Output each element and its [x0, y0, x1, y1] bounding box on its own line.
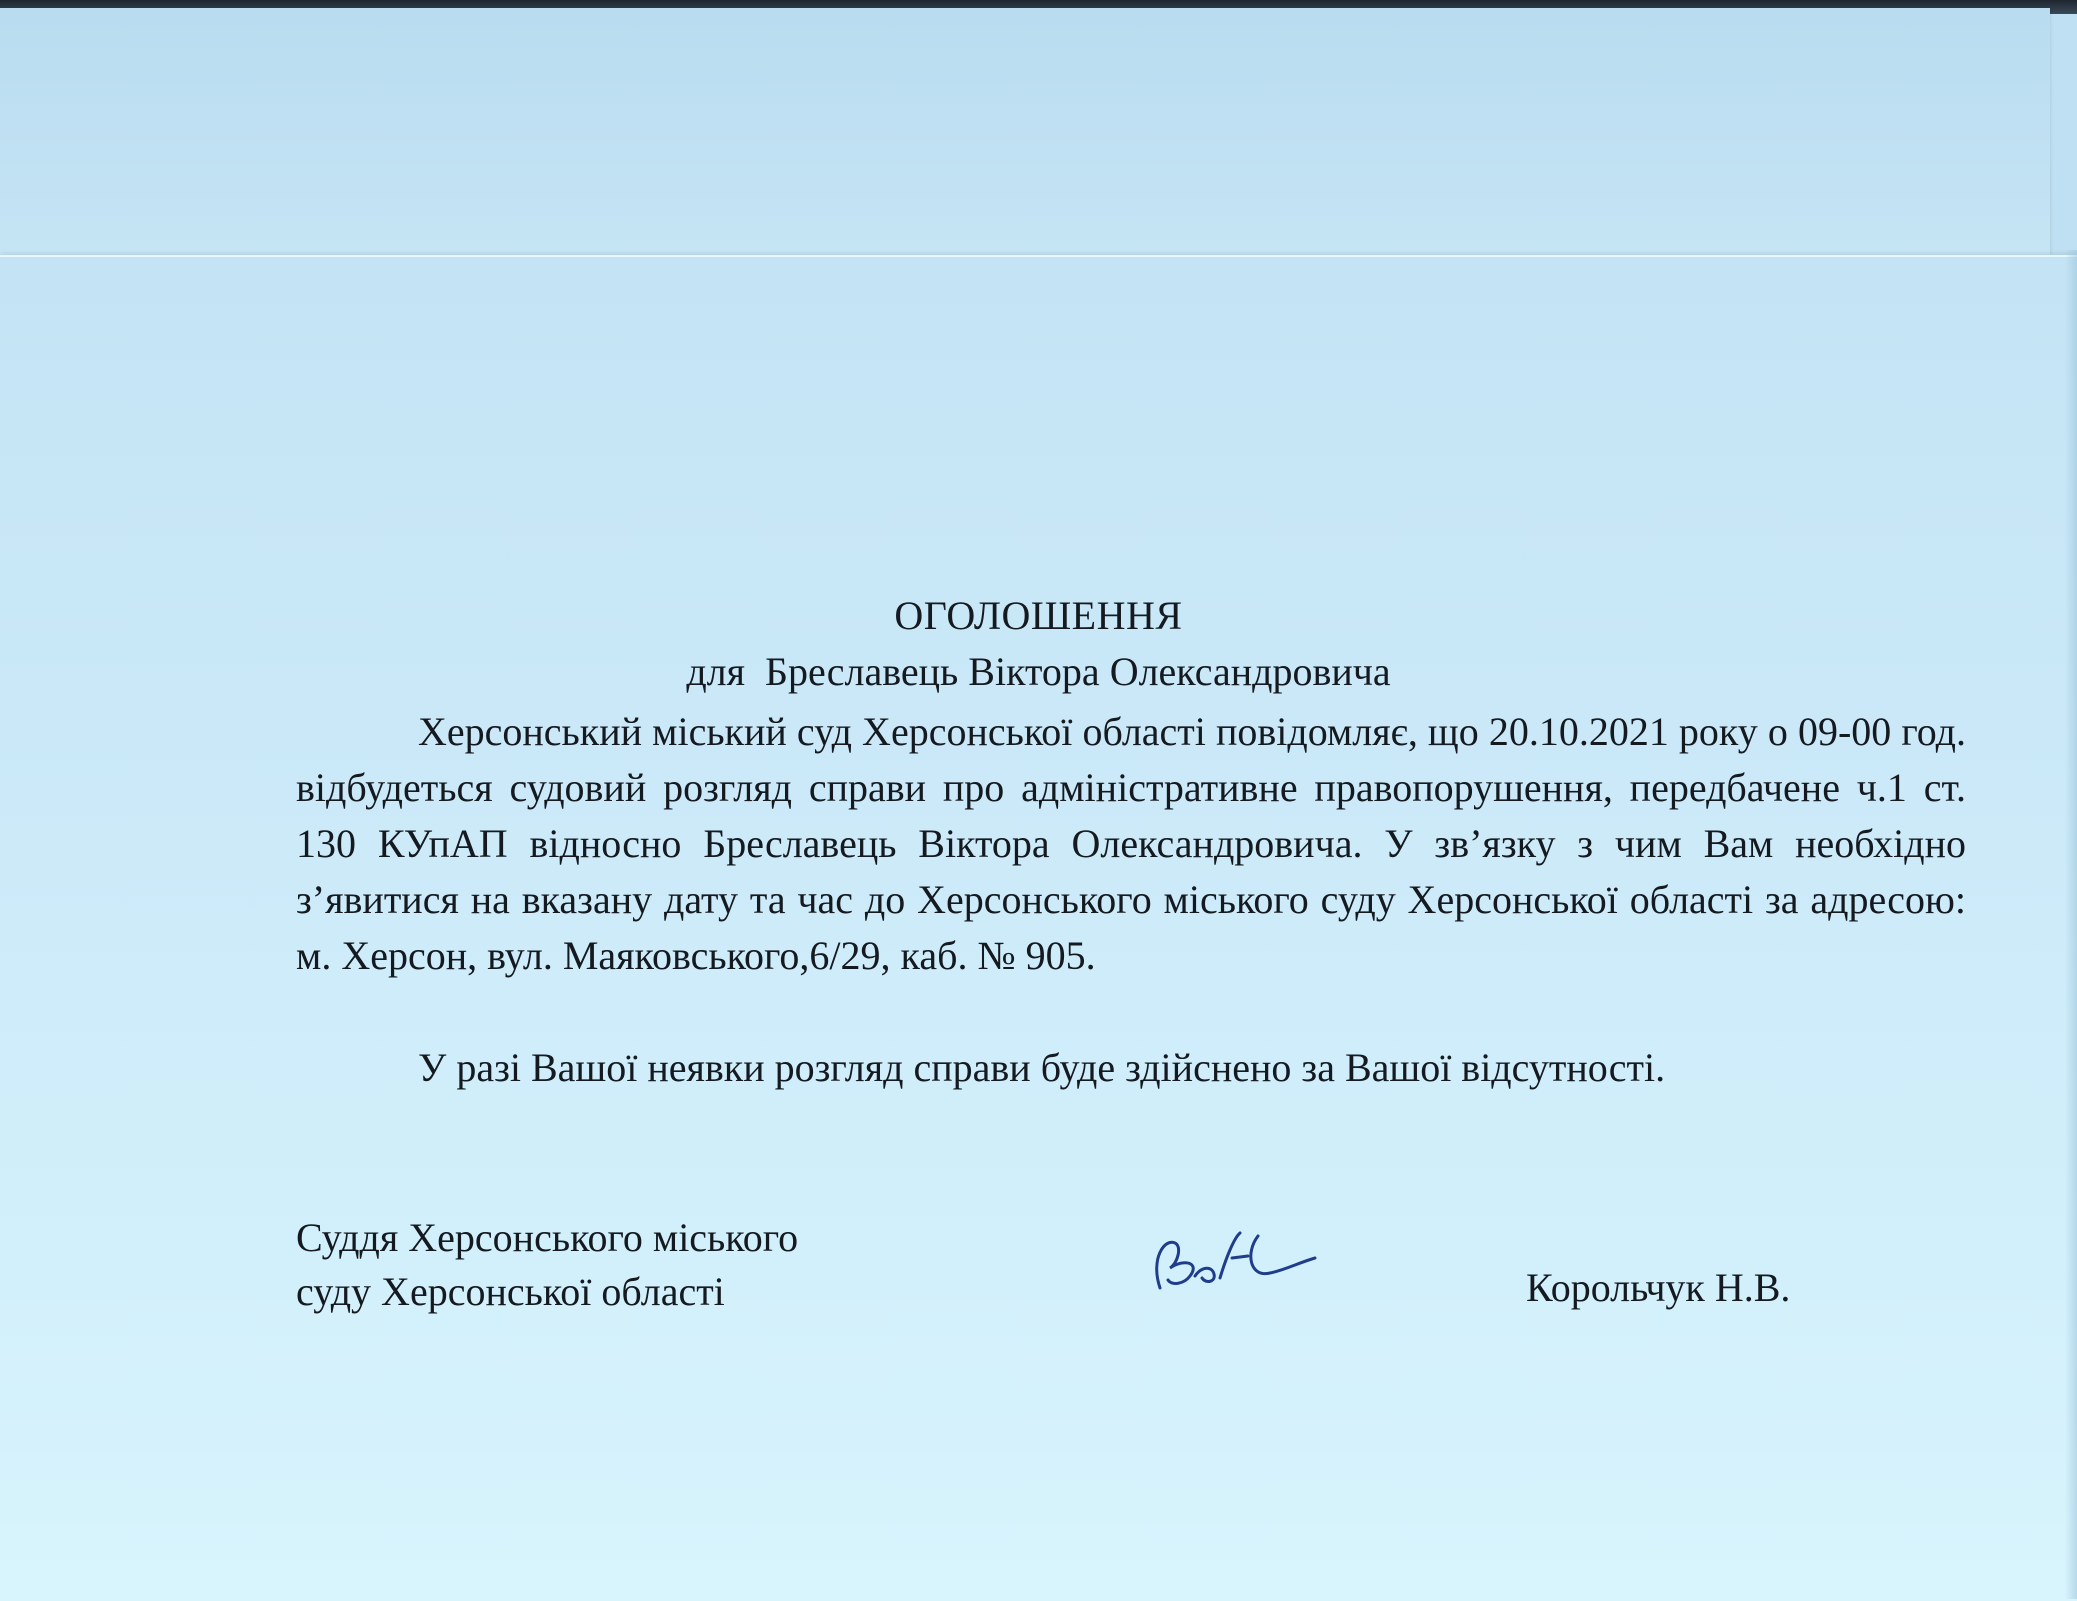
judge-title-line-2: суду Херсонської області — [296, 1269, 725, 1314]
paper-sheet-edge — [2065, 250, 2077, 1599]
document-addressee: для Бреславець Віктора Олександровича — [686, 649, 1391, 694]
body-paragraph: Херсонський міський суд Херсонської області повідомляє, що 20.10.2021 року о 09-00 год. відбудеться судовий розгляд справи про адміністративне правопорушення, передбачене ч.1 ст. 130 КУпАП відносно Бреславець Віктора Олександровича. У зв’язку з чим Вам необхідно з’явитися на вказану дату та час до Херсонського міського суду Херсонської області за адресою: м. Херсон, вул. Маяковського,6/29, каб. № 905. — [296, 709, 1966, 978]
underlying-paper-sheet — [0, 8, 2050, 268]
judge-title-line-1: Суддя Херсонського міського — [296, 1215, 799, 1260]
warning-paragraph: У разі Вашої неявки розгляд справи буде здійснено за Вашої відсутності. — [418, 1045, 1666, 1090]
document-title: ОГОЛОШЕННЯ — [894, 593, 1183, 638]
signature-icon — [1140, 1218, 1320, 1298]
judge-name: Корольчук Н.В. — [1526, 1265, 1791, 1310]
